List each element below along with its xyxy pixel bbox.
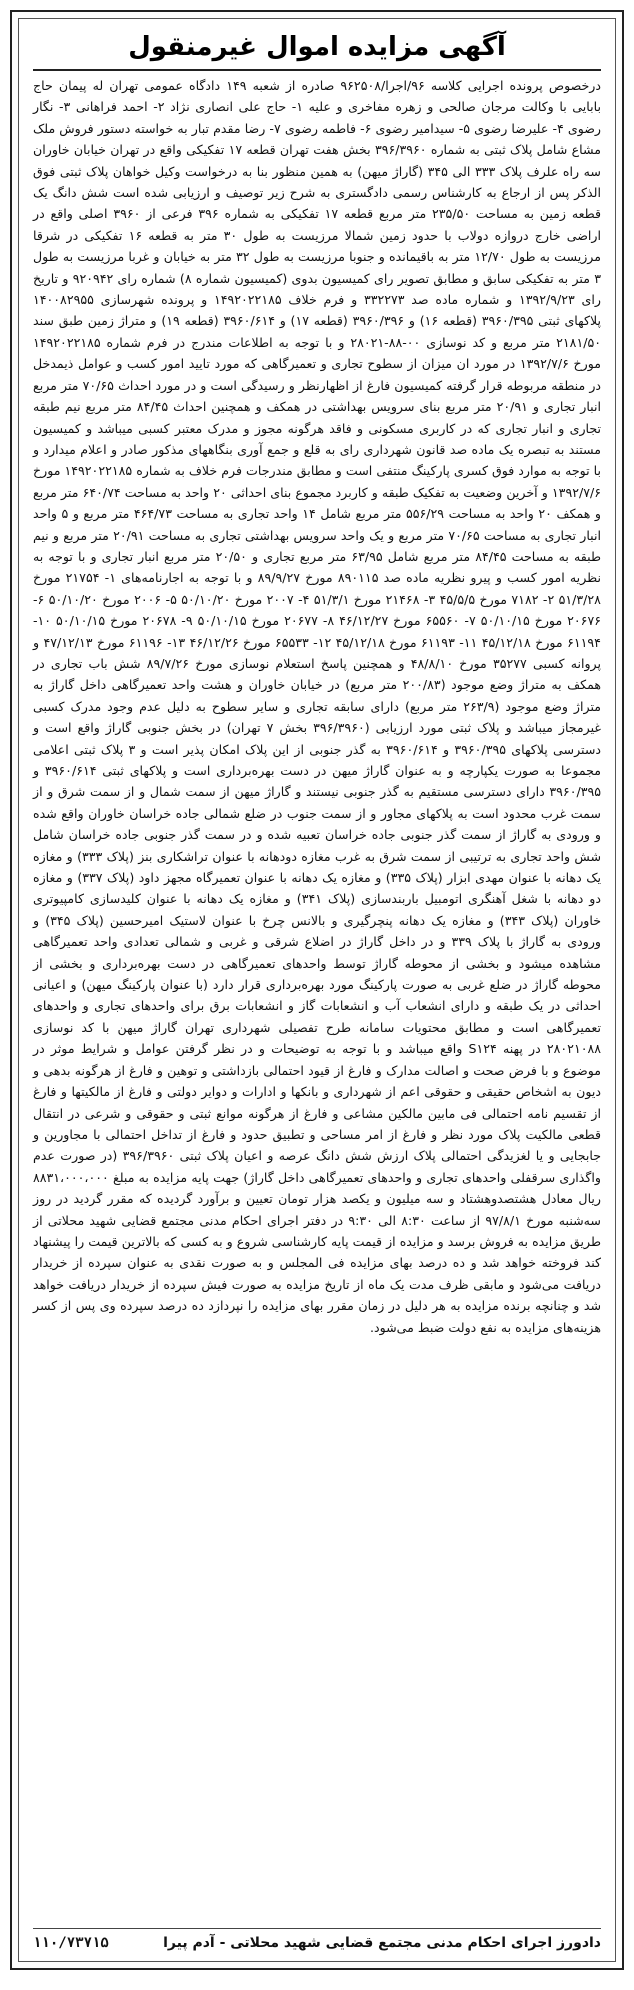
notice-inner-frame [18, 18, 616, 1962]
issuing-office: دادورز اجرای احکام مدنی مجتمع قضایی شهید محلاتی - آدم پیرا [163, 1935, 601, 1951]
auction-notice [10, 10, 624, 1970]
notice-footer [33, 1928, 601, 1951]
notice-reference-code: ۱۱۰/۷۳۷۱۵ [33, 1935, 109, 1951]
notice-title: آگهی مزایده اموال غیرمنقول [128, 32, 506, 62]
notice-body: درخصوص پرونده اجرایی کلاسه ۹۶/اجرا/۹۶۲۵۰۸ صادره از شعبه ۱۴۹ دادگاه عمومی تهران له پیمان حاج بابایی با وکالت مرجان صالحی و زهره مفاخری و علیه ۱- حاج علی انصاری نژاد ۲- احمد فراهانی ۳- نگار رضوی ۴- علیرضا رضوی ۵- سیدامیر رضوی ۶- فاطمه رضوی ۷- رضا مقدم تبار به خواسته دستور فروش ملک مشاع شامل پلاک ثبتی به شماره ۳۹۶/۳۹۶۰ بخش هفت تهران قطعه ۱۷ تفکیکی واقع در تهران خیابان خاوران سه راه علرف پلاک ۳۳۳ الی ۳۴۵ (گاراژ میهن) به همین منظور بنا به درخواست وکیل خواهان پلاک ثبتی فوق الذکر پس از ارجاع به کارشناس رسمی دادگستری به شرح زیر توصیف و ارزیابی شده است شش دانگ یک قطعه زمین به مساحت ۲۳۵/۵۰ متر مربع قطعه ۱۷ تفکیکی به شماره ۳۹۶ فرعی از ۳۹۶۰ اصلی واقع در اراضی خارج دروازه دولاب با حدود زمین شمالا مرزیست به طول ۳۰ متر به قطعه ۱۶ تفکیکی در شرقا مرزیست به طول ۱۲/۷۰ متر به باقیمانده و جنوبا مرزیست به طول ۳۲ متر به خیابان و غربا مرزیست به طول ۳ متر به تفکیکی سابق و مطابق تصویر رای کمیسیون بدوی (کمیسیون شماره ۸) شماره رای ۹۲۰۹۴۲ و تاریخ رای ۱۳۹۲/۹/۲۳ و شماره ماده صد ۳۳۲۲۷۳ و فرم خلاف ۱۴۹۲۰۲۲۱۸۵ و پرونده شهرسازی ۱۴۰۰۸۲۹۵۵ پلاکهای ثبتی ۳۹۶۰/۳۹۵ (قطعه ۱۶) و ۳۹۶۰/۳۹۶ (قطعه ۱۷) و ۳۹۶۰/۶۱۴ (قطعه ۱۹) و متراژ زمین طبق سند ۲۱۸۱/۵۰ متر مربع و کد نوسازی ۰۰-۸۸-۲۸۰۲۱ و با توجه به اطلاعات مندرج در فرم شماره ۱۴۹۲۰۲۲۱۸۵ مورخ ۱۳۹۲/۷/۶ در مورد ان میزان از سطوح تجاری و تعمیرگاهی که مورد تایید امور کسب و عوامل ذیمدخل در منطقه مربوطه قرار گرفته کمیسیون فارغ از اظهارنظر و رسیدگی است و در مورد احداث ۷۰/۶۵ متر مربع انبار تجاری و ۲۰/۹۱ متر مربع بنای سرویس بهداشتی در همکف و همچنین احداث ۸۴/۴۵ متر مربع نیم طبقه تجاری و انبار تجاری که در کاربری مسکونی و فاقد هرگونه مجوز و مدرک معتبر کسبی میباشد و کمیسیون مستند به تبصره یک ماده صد قانون شهرداری رای به قلع و جمع آوری بنگاههای مذکور صادر و اعلام میدارد و با توجه به موارد فوق کسری پارکینگ منتفی است و مطابق مندرجات فرم خلاف به شماره ۱۴۹۲۰۲۲۱۸۵ مورخ ۱۳۹۲/۷/۶ و آخرین وضعیت به تفکیک طبقه و کاربرد مجموع بنای احداثی ۲۰ واحد به مساحت ۶۴۰/۷۴ متر مربع و همکف ۲۰ واحد به مساحت ۵۵۶/۲۹ متر مربع شامل ۱۴ واحد تجاری به مساحت ۴۶۴/۷۳ متر مربع و ۵ واحد انبار تجاری به مساحت ۷۰/۶۵ متر مربع و یک واحد سرویس بهداشتی تجاری به مساحت ۲۰/۹۱ متر مربع و نیم طبقه به مساحت ۸۴/۴۵ متر مربع شامل ۶۳/۹۵ متر مربع تجاری و ۲۰/۵۰ متر مربع انبار تجاری و با توجه به نظریه امور کسب و پیرو نظریه ماده صد ۸۹۰۱۱۵ مورخ ۸۹/۹/۲۷ و با توجه به اجارنامه‌های ۱- ۲۱۷۵۴ مورخ ۵۱/۳/۲۸ ۲- ۷۱۸۲ مورخ ۴۵/۵/۵ ۳- ۲۱۴۶۸ مورخ ۵۱/۳/۱ ۴- ۲۰۰۷ مورخ ۵۰/۱۰/۲۰ ۵- ۲۰۰۶ مورخ ۵۰/۱۰/۲۰ ۶- ۲۰۶۷۶ مورخ ۵۰/۱۰/۱۵ ۷- ۶۵۵۶۰ مورخ ۴۶/۱۲/۲۷ ۸- ۲۰۶۷۷ مورخ ۵۰/۱۰/۱۵ ۹- ۲۰۶۷۸ مورخ ۵۰/۱۰/۱۵ ۱۰- ۶۱۱۹۴ مورخ ۴۵/۱۲/۱۸ ۱۱- ۶۱۱۹۳ مورخ ۴۵/۱۲/۱۸ ۱۲- ۶۵۵۳۳ مورخ ۴۶/۱۲/۲۶ ۱۳- ۶۱۱۹۶ مورخ ۴۷/۱۲/۱۳ و پروانه کسبی ۳۵۲۷۷ مورخ ۴۸/۸/۱۰ و همچنین پاسخ استعلام نوسازی مورخ ۸۹/۷/۲۶ شش باب تجاری در همکف به متراژ وضع موجود (۲۰۰/۸۳ متر مربع) در خیابان خاوران و هشت واحد تعمیرگاهی داخل گاراژ به متراژ وضع موجود (۲۶۳/۹ متر مربع) دارای سابقه تجاری و سایر سطوح به دلیل عدم وجود مدرک کسبی غیرمجاز میباشد و پلاک ثبتی مورد ارزیابی (۳۹۶/۳۹۶۰ بخش ۷ تهران) در بخش جنوبی گاراژ واقع است و دسترسی پلاکهای ۳۹۶۰/۳۹۵ و ۳۹۶۰/۶۱۴ به گذر جنوبی از این پلاک امکان پذیر است و ۳ پلاک ثبتی اعلامی مجموعا به صورت یکپارچه و به عنوان گاراژ میهن در دست بهره‌برداری است و پلاکهای ثبتی ۳۹۶۰/۶۱۴ و ۳۹۶۰/۳۹۵ دارای دسترسی مستقیم به گذر جنوبی نیستند و گاراژ میهن از سمت شمال و از سمت شرق و از سمت غرب محدود است به پلاکهای مجاور و از سمت جنوب در ضلع شمالی جاده خراسان خاوران واقع شده و ورودی به گاراژ از سمت گذر جنوبی جاده خراسان تعبیه شده و در سمت گذر جنوبی جاده خراسان شامل شش واحد تجاری به ترتیبی از سمت شرق به غرب مغازه دودهانه با عنوان تراشکاری بنز (پلاک ۳۳۳) و مغازه یک دهانه با عنوان مهدی ابزار (پلاک ۳۳۵) و مغازه یک دهانه با عنوان تعمیرگاه مجهز داود (پلاک ۳۳۷) و مغازه دو دهانه با شغل آهنگری اتومبیل باربندسازی (پلاک ۳۴۱) و مغازه یک دهانه با عنوان کلیدسازی کامپیوتری خاوران (پلاک ۳۴۳) و مغازه یک دهانه پنچرگیری و بالانس چرخ با عنوان لاستیک امیرحسین (پلاک ۳۴۵) و ورودی به گاراژ با پلاک ۳۳۹ و در داخل گاراژ در اضلاع شرقی و غربی و شمالی تعدادی واحد تعمیرگاهی مشاهده میشود و بخشی از محوطه گاراژ توسط واحدهای تعمیرگاهی در دست بهره‌برداری و بخشی از محوطه گاراژ در ضلع غربی به صورت پارکینگ مورد بهره‌برداری قرار دارد (با عنوان پارکینگ میهن) و اعیانی احداثی در یک طبقه و دارای انشعاب آب و انشعابات گاز و انشعابات برق برای واحدهای تجاری و واحدهای تعمیرگاهی است و مطابق محتویات سامانه طرح تفصیلی شهرداری تهران گاراژ میهن با کد نوسازی ۲۸۰۲۱۰۸۸ در پهنه S۱۲۴ واقع میباشد و با توجه به توضیحات و در نظر گرفتن عوامل و شرایط موثر در موضوع و با فرض صحت و اصالت مدارک و فارغ از قیود احتمالی بازداشتی و توهین و فارغ از هرگونه بدهی و دیون به اشخاص حقیقی و حقوقی اعم از شهرداری و بانکها و ادارات و دوایر دولتی و فارغ از مالکیتها و فارغ از تقسیم نامه احتمالی فی مابین مالکین مشاعی و فارغ از هرگونه موانع ثبتی و حقوقی و شرعی در انتقال قطعی مالکیت پلاک مورد نظر و فارغ از امر مساحی و تطبیق حدود و فارغ از تداخل احتمالی با مجاورین و جابجایی و یا لغزیدگی احتمالی پلاک ارزش شش دانگ عرصه و اعیان پلاک ثبتی ۳۹۶/۳۹۶۰ (در صورت عدم واگذاری سرقفلی واحدهای تجاری و واحدهای تعمیرگاهی داخل گاراژ) جهت پایه مزایده به مبلغ ۸۸۳۱،۰۰۰،۰۰۰ ریال معادل هشتصدوهشتاد و سه میلیون و یکصد هزار تومان تعیین و برآورد گردیده که مقرر گردید در روز سه‌شنبه مورخ ۹۷/۸/۱ از ساعت ۸:۳۰ الی ۹:۳۰ در دفتر اجرای احکام مدنی مجتمع قضایی شهید محلاتی از طریق مزایده به فروش برسد و مزایده از قیمت پایه کارشناسی شروع و به کسی که بالاترین قیمت را پیشنهاد کند فروخته خواهد شد و ده درصد بهای مزایده فی المجلس و به صورت نقدی به عنوان سپرده از خریدار دریافت می‌شود و مابقی ظرف مدت یک ماه از تاریخ مزایده به صورت فیش سپرده از خریدار دریافت خواهد شد و چنانچه برنده مزایده به هر دلیل در زمان مقرر بهای مزایده را نپردازد ده درصد سپرده وی پس از کسر هزینه‌های مزایده به نفع دولت ضبط می‌شود. [33, 78, 602, 1335]
title-divider [33, 69, 601, 71]
